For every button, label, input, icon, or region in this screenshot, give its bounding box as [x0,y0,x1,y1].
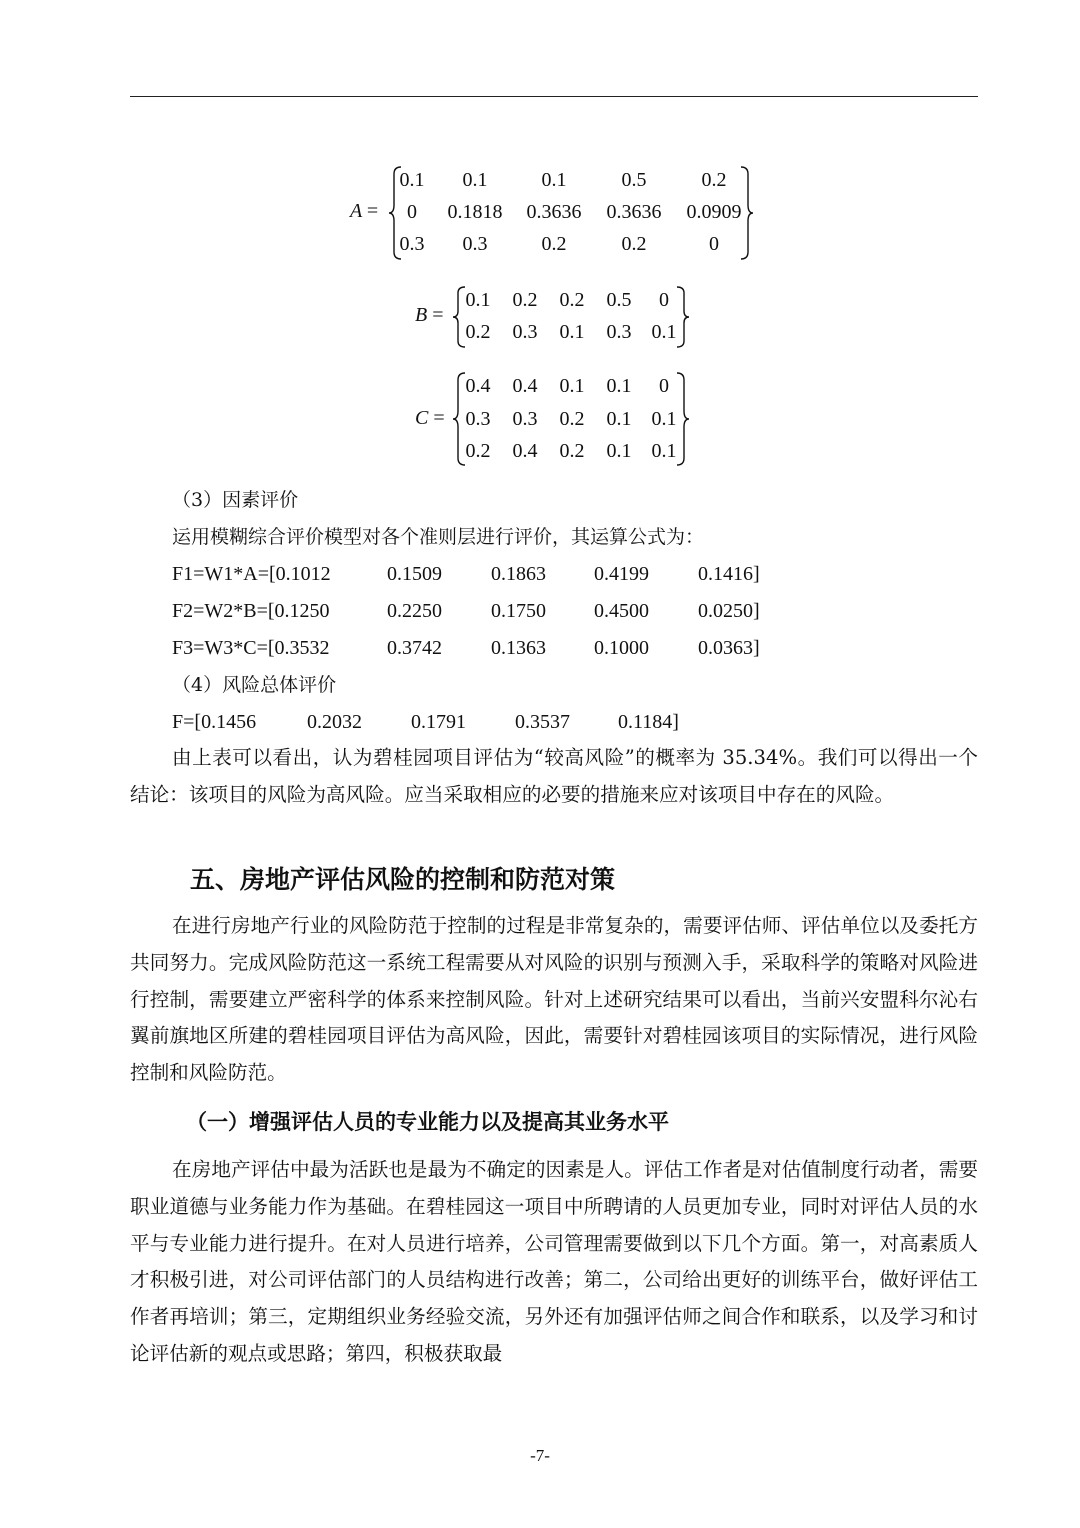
formula-value: 0.1509 [387,563,442,585]
matrix-cell: 0.1 [399,169,425,191]
matrix-cell: 0.2 [465,440,491,462]
matrix-cell: 0.1818 [447,201,503,223]
matrix-cell: 0.2 [559,408,585,430]
matrix-cell: 0.5 [621,169,647,191]
page-number: -7- [530,1446,550,1465]
formula-value: 0.1791 [411,711,466,733]
matrix-cell: 0.1 [462,169,488,191]
formula-value: 0.3742 [387,637,442,659]
matrix-cell: 0.1 [651,321,677,343]
matrix-b-label: B = [415,304,444,326]
matrix-cell: 0.4 [465,375,491,397]
subsection-body-paragraph: 在房地产评估中最为活跃也是最为不确定的因素是人。评估工作者是对估值制度行动者，需要职业道德与业务能力作为基础。在碧桂园这一项目中所聘请的人员更加专业，同时对评估人员的水平与专业能力进行提升。在对人员进行培养，公司管理需要做到以下几个方面。第一，对高素质人才积极引进，对公司评估部门的人员结构进行改善；第二，公司给出更好的训练平台，做好评估工作者再培训；第三，定期组织业务经验交流，另外还有加强评估师之间合作和联系，以及学习和讨论评估新的观点或思路；第四，积极获取最 [130,1158,978,1365]
formula-value: 0.4500 [594,600,649,622]
matrix-cell: 0.3 [465,408,491,430]
overall-eval-heading: （4）风险总体评价 [172,674,337,696]
formula-value: 0.4199 [594,563,649,585]
right-brace-icon [676,372,690,466]
matrix-cell: 0.1 [651,440,677,462]
formula-value: 0.2250 [387,600,442,622]
factor-eval-intro: 运用模糊综合评价模型对各个准则层进行评价，其运算公式为： [172,526,705,548]
formula-lhs: F3=W3*C=[0.3532 [172,637,330,659]
factor-eval-heading: （3）因素评价 [172,489,299,511]
matrix-cell: 0.3636 [526,201,582,223]
matrix-cell: 0.1 [606,408,632,430]
matrix-cell: 0 [407,201,417,223]
matrix-cell: 0.3 [399,233,425,255]
matrix-cell: 0.4 [512,440,538,462]
matrix-cell: 0.2 [559,289,585,311]
formula-value: 0.0363] [698,637,760,659]
matrix-cell: 0.1 [651,408,677,430]
right-brace-icon [740,166,754,260]
formula-value: 0.2032 [307,711,362,733]
matrix-cell: 0.0909 [686,201,742,223]
chapter-intro-paragraph: 在进行房地产行业的风险防范于控制的过程是非常复杂的，需要评估师、评估单位以及委托方共同努力。完成风险防范这一系统工程需要从对风险的识别与预测入手，采取科学的策略对风险进行控制，需要建立严密科学的体系来控制风险。针对上述研究结果可以看出，当前兴安盟科尔沁右翼前旗地区所建的碧桂园项目评估为高风险，因此，需要针对碧桂园该项目的实际情况，进行风险控制和风险防范。 [130,914,978,1085]
chapter-title: 五、房地产评估风险的控制和防范对策 [190,865,616,894]
matrix-cell: 0.1 [606,440,632,462]
matrix-cell: 0.5 [606,289,632,311]
formula-lhs: F1=W1*A=[0.1012 [172,563,331,585]
matrix-cell: 0.2 [512,289,538,311]
matrix-cell: 0 [659,289,669,311]
subsection-title: （一）增强评估人员的专业能力以及提高其业务水平 [186,1110,669,1134]
matrix-cell: 0.4 [512,375,538,397]
matrix-cell: 0.3636 [606,201,662,223]
formula-lhs: F2=W2*B=[0.1250 [172,600,330,622]
matrix-c-label: C = [415,407,445,429]
formula-value: 0.0250] [698,600,760,622]
matrix-cell: 0 [659,375,669,397]
right-brace-icon [676,286,690,348]
matrix-cell: 0.3 [462,233,488,255]
matrix-cell: 0.2 [465,321,491,343]
formula-lhs: F=[0.1456 [172,711,257,733]
formula-value: 0.1416] [698,563,760,585]
header-rule [130,96,978,97]
matrix-cell: 0.1 [559,375,585,397]
conclusion-paragraph: 由上表可以看出，认为碧桂园项目评估为“较高风险”的概率为 35.34%。我们可以得出一个结论：该项目的风险为高风险。应当采取相应的必要的措施来应对该项目中存在的风险。 [130,746,978,806]
matrix-cell: 0.1 [606,375,632,397]
matrix-cell: 0.1 [465,289,491,311]
formula-value: 0.1000 [594,637,649,659]
formula-value: 0.3537 [515,711,570,733]
matrix-cell: 0.1 [559,321,585,343]
matrix-cell: 0.2 [621,233,647,255]
formula-value: 0.1863 [491,563,546,585]
matrix-cell: 0 [709,233,719,255]
matrix-cell: 0.2 [701,169,727,191]
formula-value: 0.1363 [491,637,546,659]
matrix-cell: 0.2 [559,440,585,462]
formula-value: 0.1184] [618,711,679,733]
matrix-a-label: A = [350,200,379,222]
matrix-cell: 0.1 [541,169,567,191]
matrix-cell: 0.3 [606,321,632,343]
formula-value: 0.1750 [491,600,546,622]
matrix-cell: 0.2 [541,233,567,255]
matrix-cell: 0.3 [512,408,538,430]
matrix-cell: 0.3 [512,321,538,343]
